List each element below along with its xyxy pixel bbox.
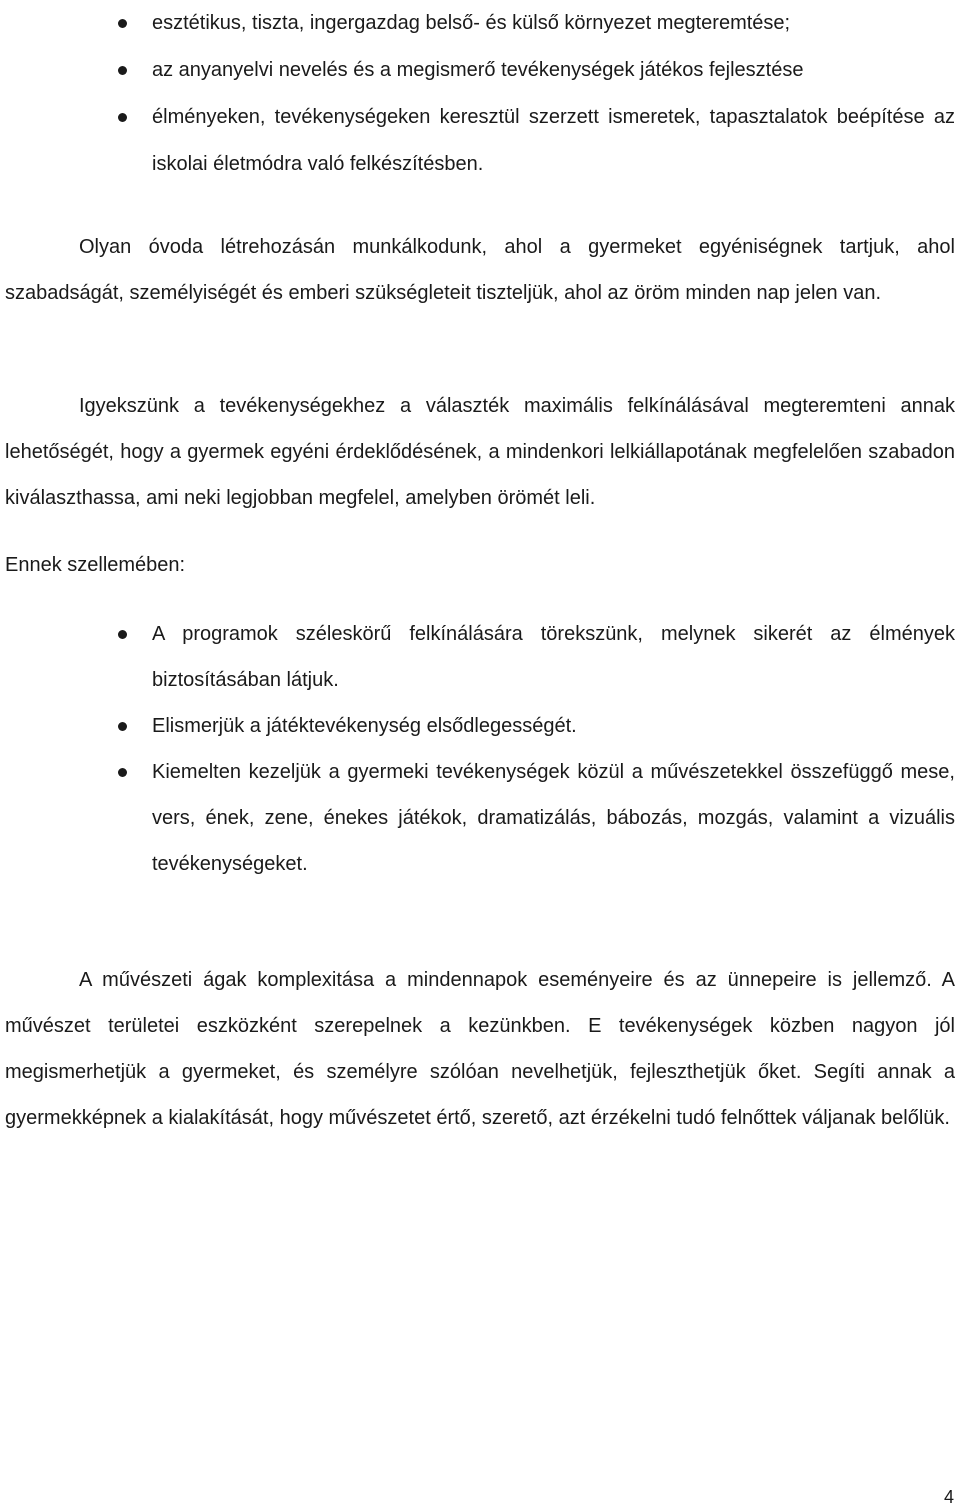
paragraph-text: Olyan óvoda létrehozásán munkálkodunk, ahol a gyermeket egyéniségnek tartjuk, ahol szabadságát, személyiségét és emberi szükségleteit tiszteljük, ahol az öröm minden nap jelen van. (5, 236, 955, 304)
list-item-text: az anyanyelvi nevelés és a megismerő tevékenységek játékos fejlesztése (152, 59, 804, 81)
bullet-icon (118, 630, 127, 639)
list-item (5, 47, 955, 94)
list-item (5, 611, 955, 703)
list-item-text: élményeken, tevékenységeken keresztül szerzett ismeretek, tapasztalatok beépítése az iskolai életmódra való felkészítésben. (152, 106, 955, 175)
paragraph-text: Igyekszünk a tevékenységekhez a választék maximális felkínálásával megteremteni annak lehetőségét, hogy a gyermek egyéni érdeklődésének, a mindenkori lelkiállapotának megfelelően szabadon kiválaszthassa, ami neki legjobban megfelel, amelyben örömét leli. (5, 395, 955, 509)
page-number: 4 (943, 1487, 954, 1507)
section-intro-text: Ennek szellemében: (5, 554, 186, 576)
bullet-icon (118, 66, 127, 75)
section-intro (5, 542, 955, 588)
bullet-icon (118, 19, 127, 28)
list-item (5, 749, 955, 887)
list-item-text: Kiemelten kezeljük a gyermeki tevékenységek közül a művészetekkel összefüggő mese, vers, ének, zene, énekes játékok, dramatizálás, bábozás, mozgás, valamint a vizuális tevékenységeket. (152, 761, 955, 875)
list-item-text: A programok széleskörű felkínálására törekszünk, melynek sikerét az élmények biztosításában látjuk. (152, 623, 955, 691)
principles-list (5, 611, 955, 887)
bullet-icon (118, 768, 127, 777)
paragraph (5, 383, 955, 521)
list-item (5, 0, 955, 47)
bullet-icon (118, 113, 127, 122)
paragraph-text: A művészeti ágak komplexitása a mindennapok eseményeire és az ünnepeire is jellemző. A művészet területei eszközként szerepelnek a kezünkben. E tevékenységek közben nagyon jól megismerhetjük a gyermeket, és személyre szólóan nevelhetjük, fejleszthetjük őket. Segíti annak a gyermekképnek a kialakítását, hogy művészetet értő, szerető, azt érzékelni tudó felnőttek váljanak belőlük. (5, 969, 955, 1129)
list-item-text: esztétikus, tiszta, ingergazdag belső- és külső környezet megteremtése; (152, 12, 791, 34)
list-item (5, 94, 955, 188)
list-item (5, 703, 955, 749)
paragraph (5, 224, 955, 316)
goals-list (5, 0, 955, 188)
bullet-icon (118, 722, 127, 731)
paragraph (5, 957, 955, 1141)
list-item-text: Elismerjük a játéktevékenység elsődlegességét. (152, 715, 577, 737)
